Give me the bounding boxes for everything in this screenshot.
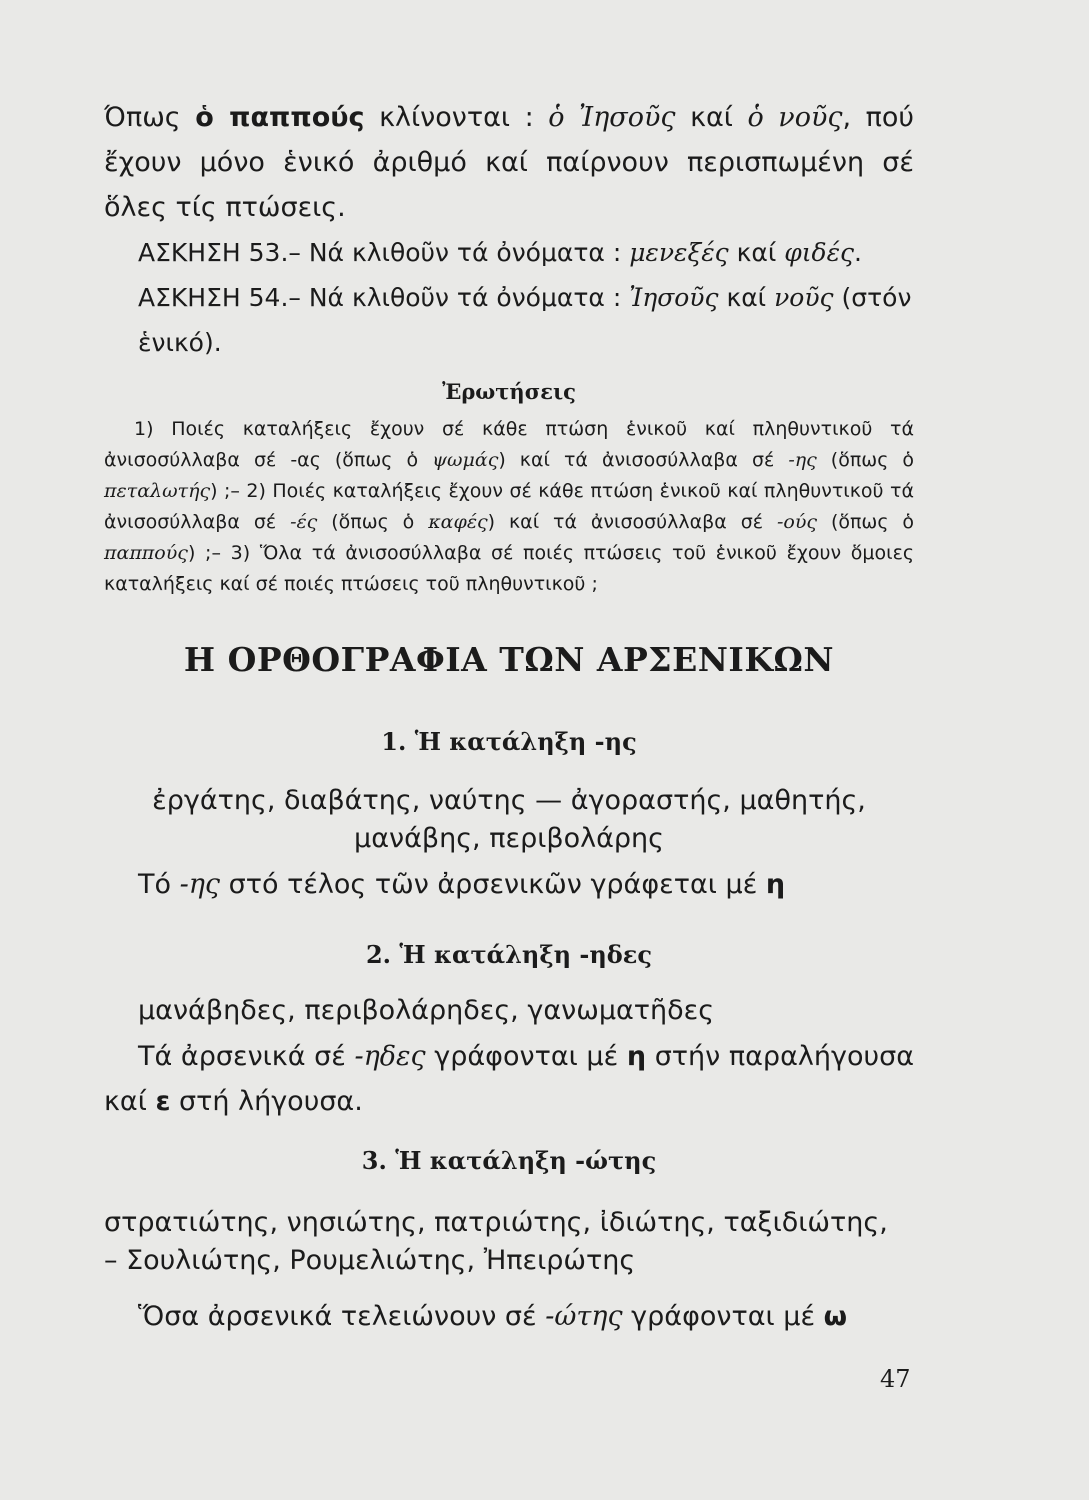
q1-word-1: ψωμάς [432,449,499,471]
exercise-53-word-1: μενεξές [629,238,729,267]
section-title: Η ΟΡΘΟΓΡΑΦΙΑ ΤΩΝ ΑΡΣΕΝΙΚΩΝ [183,640,835,679]
part-1-rule-b: στό τέλος τῶν ἀρσενικῶν γράφεται μέ [220,869,766,900]
q2-word-1: -ές [290,511,318,533]
part-2-rule [104,1034,914,1124]
q2-part-a: (ὅπως ὁ [317,511,429,533]
part-2-rule-a: Τά ἀρσενικά σέ [138,1041,355,1072]
exercise-53-word-2: φιδές [784,238,855,267]
intro-paragraph [104,95,914,230]
part-1-title: 1. Ἡ κατάληξη -ης [381,727,637,756]
page-number: 47 [880,1365,911,1393]
q2-part-c: (ὅπως ὁ [817,511,915,533]
part-1-words-line-1: ἐργάτης, διαβάτης, ναύτης — ἀγοραστής, μαθητής, [152,785,866,816]
q2-word-2: καφές [428,511,488,533]
q2-part-d: ) ;– 3) Ὅλα τά ἀνισοσύλλαβα σέ ποιές πτώσεις τοῦ ἑνικοῦ ἔχουν ὅμοιες καταλήξεις καί σέ ποιές πτώσεις τοῦ πληθυντικοῦ ; [104,542,914,595]
q2-word-4: παππούς [104,542,188,564]
part-2-rule-c: στήν παραλήγουσα καί [104,1041,914,1117]
part-3-rule-b: γράφονται μέ [622,1301,824,1332]
part-2-rule-ending: -ηδες [354,1041,426,1072]
q1-word-2: -ης [788,449,817,471]
part-3-rule-ending: -ώτης [545,1301,623,1332]
questions-heading: Ἐρωτήσεις [442,379,576,404]
intro-rest: , πού ἔχουν μόνο ἑνικό ἀριθμό καί παίρνουν περισπωμένη σέ ὅλες τίς πτώσεις. [104,102,915,223]
part-3-title: 3. Ἡ κατάληξη -ώτης [361,1146,657,1175]
exercise-53-and: καί [728,238,785,267]
exercise-54-and: καί [718,283,775,312]
exercise-54-word-1: Ἰησοῦς [629,283,719,312]
q1-part-a: 1) Ποιές καταλήξεις ἔχουν σέ κάθε πτώση ἑνικοῦ καί πληθυντικοῦ τά ἀνισοσύλλαβα σέ -ας (ὅπως ὁ [104,418,914,471]
q1-part-b: ) καί τά ἀνισοσύλλαβα σέ [498,449,789,471]
intro-mid: κλίνονται : [364,102,549,133]
part-1-rule-ending: -ης [179,869,221,900]
part-3-rule-a: Ὅσα ἀρσενικά τελειώνουν σέ [138,1301,546,1332]
exercise-53-label: ΑΣΚΗΣΗ 53.– Νά κλιθοῦν τά ὀνόματα : [138,238,630,267]
q1-word-3: πεταλωτής [104,480,211,502]
part-2-rule-b: γράφονται μέ [425,1041,627,1072]
q2-word-3: -ούς [776,511,818,533]
part-3-words-line-1: στρατιώτης, νησιώτης, πατριώτης, ἰδιώτης, ταξιδιώτης, [104,1207,888,1238]
q2-part-b: ) καί τά ἀνισοσύλλαβα σέ [487,511,777,533]
part-1-words-line-2: μανάβης, περιβολάρης [354,823,664,854]
exercise-54 [104,275,914,365]
part-2-rule-letter-2: ε [155,1086,171,1117]
intro-section [104,95,914,600]
part-1-rule-letter: η [765,869,786,900]
part-3-rule-letter: ω [823,1301,848,1332]
exercise-54-word-2: νοῦς [774,283,834,312]
exercise-54-label: ΑΣΚΗΣΗ 54.– Νά κλιθοῦν τά ὀνόματα : [138,283,630,312]
part-3-words-line-2: – Σουλιώτης, Ρουμελιώτης, Ἠπειρώτης [104,1245,636,1276]
part-2-rule-d: στή λήγουσα. [170,1086,363,1117]
part-3-rule [104,1294,948,1339]
part-1-rule [104,862,948,907]
q1-part-d: ) ;– 2) Ποιές καταλήξεις ἔχουν σέ κάθε πτώση ἑνικοῦ καί πληθυντικοῦ τά ἀνισοσύλλαβα σέ [104,480,914,533]
intro-term: ὁ παππούς [195,102,365,133]
exercise-54-end: (στόν ἑνικό). [138,283,912,357]
intro-example-1: ὁ Ἰησοῦς [548,102,676,133]
intro-lead: Όπως [104,102,196,133]
intro-example-2: ὁ νοῦς [747,102,843,133]
part-2-rule-letter-1: η [626,1041,647,1072]
part-2-words: μανάβηδες, περιβολάρηδες, γανωματῆδες [138,995,715,1026]
questions-paragraph [104,414,914,600]
intro-and: καί [675,102,748,133]
part-1-rule-a: Τό [138,869,180,900]
part-2-title: 2. Ἡ κατάληξη -ηδες [365,940,653,969]
exercise-53 [104,230,914,275]
q1-part-c: (ὅπως ὁ [816,449,915,471]
exercise-53-end: . [854,238,862,267]
